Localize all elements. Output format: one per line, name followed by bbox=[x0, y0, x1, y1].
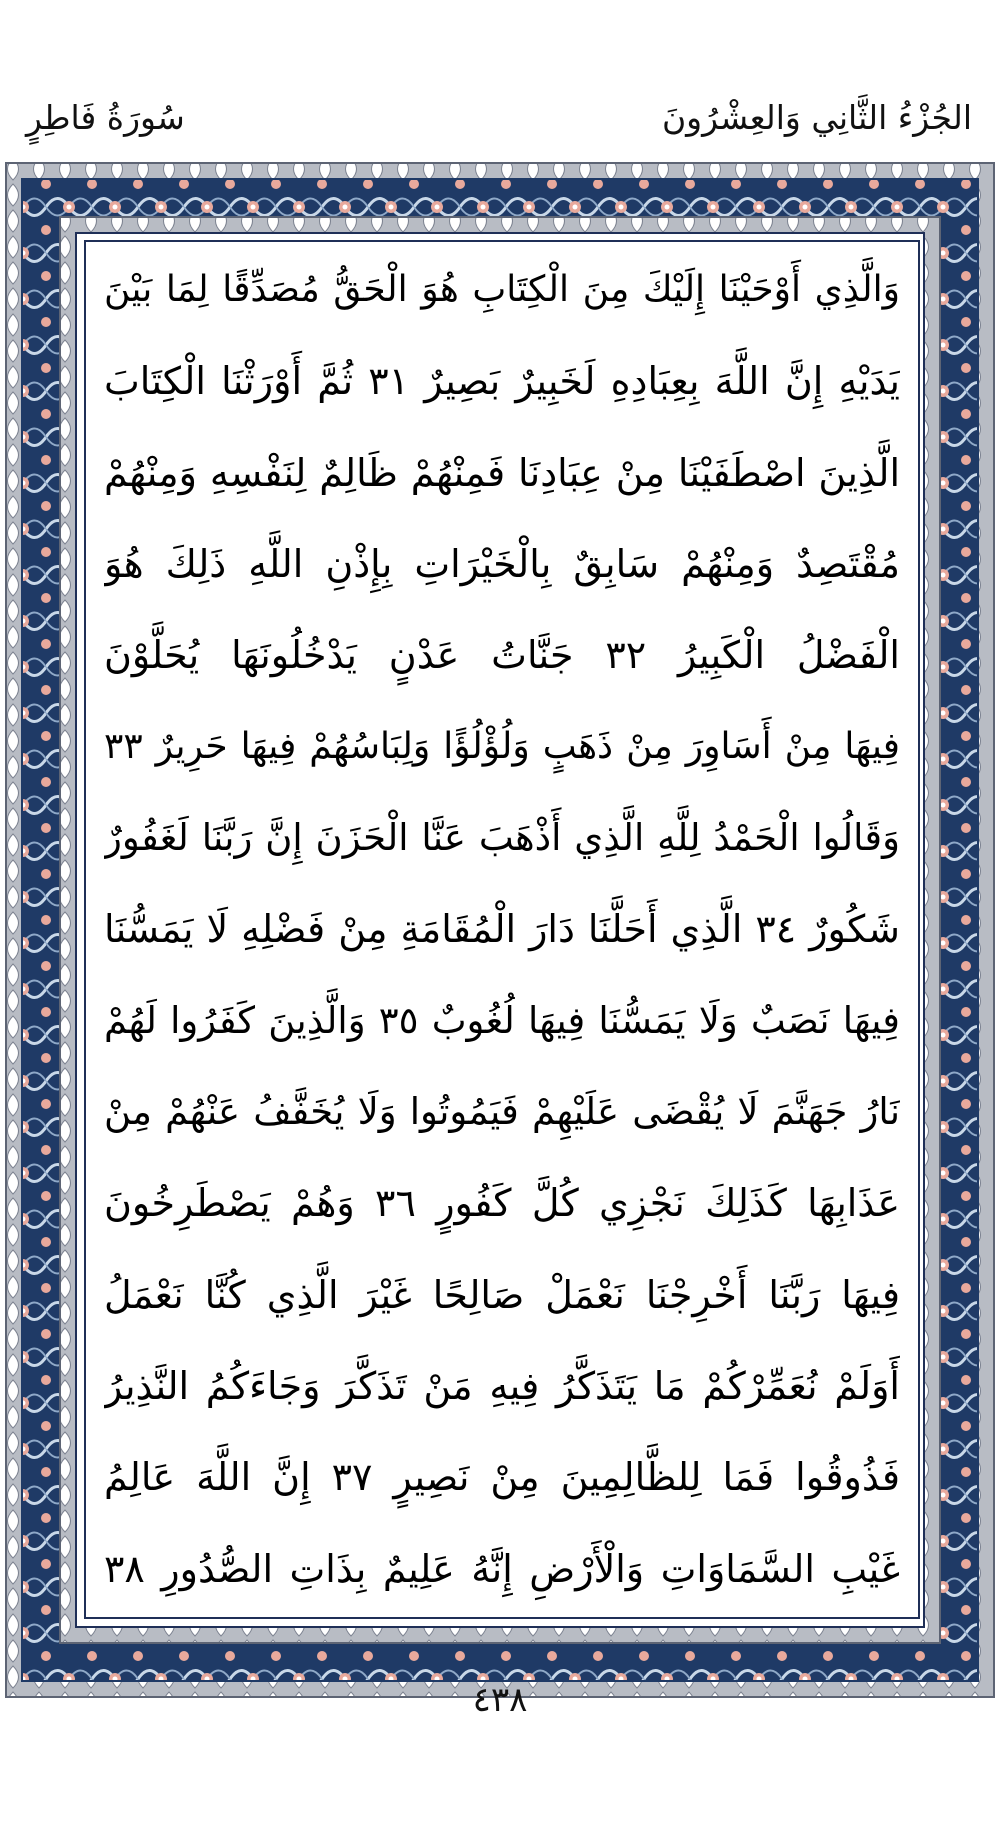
verse-line: غَيْبِ السَّمَاوَاتِ وَالْأَرْضِ إِنَّهُ عَلِيمٌ بِذَاتِ الصُّدُورِ ٣٨ bbox=[104, 1546, 900, 1591]
verse-line: شَكُورٌ ٣٤ الَّذِي أَحَلَّنَا دَارَ الْمُقَامَةِ مِنْ فَضْلِهِ لَا يَمَسُّنَا bbox=[104, 907, 900, 952]
verse-line: فَذُوقُوا فَمَا لِلظَّالِمِينَ مِنْ نَصِيرٍ ٣٧ إِنَّ اللَّهَ عَالِمُ bbox=[104, 1455, 900, 1500]
verse-line: فِيهَا مِنْ أَسَاوِرَ مِنْ ذَهَبٍ وَلُؤْلُؤًا وَلِبَاسُهُمْ فِيهَا حَرِيرٌ ٣٣ bbox=[104, 725, 900, 767]
surah-name: سُورَةُ فَاطِرٍ bbox=[26, 98, 185, 137]
verse-line: الْفَضْلُ الْكَبِيرُ ٣٢ جَنَّاتُ عَدْنٍ يَدْخُلُونَهَا يُحَلَّوْنَ bbox=[104, 633, 900, 678]
verse-line: نَارُ جَهَنَّمَ لَا يُقْضَى عَلَيْهِمْ فَيَمُوتُوا وَلَا يُخَفَّفُ عَنْهُمْ مِنْ bbox=[104, 1090, 900, 1134]
verse-line: الَّذِينَ اصْطَفَيْنَا مِنْ عِبَادِنَا فَمِنْهُمْ ظَالِمٌ لِنَفْسِهِ وَمِنْهُمْ bbox=[104, 450, 900, 495]
verse-line: أَوَلَمْ نُعَمِّرْكُمْ مَا يَتَذَكَّرُ فِيهِ مَنْ تَذَكَّرَ وَجَاءَكُمُ النَّذِيرُ bbox=[104, 1364, 900, 1409]
verse-lines bbox=[104, 254, 900, 1605]
verse-line: وَالَّذِي أَوْحَيْنَا إِلَيْكَ مِنَ الْكِتَابِ هُوَ الْحَقُّ مُصَدِّقًا لِمَا بَيْنَ bbox=[104, 269, 900, 310]
verse-line: مُقْتَصِدٌ وَمِنْهُمْ سَابِقٌ بِالْخَيْرَاتِ بِإِذْنِ اللَّهِ ذَلِكَ هُوَ bbox=[104, 542, 900, 587]
verse-line: وَقَالُوا الْحَمْدُ لِلَّهِ الَّذِي أَذْهَبَ عَنَّا الْحَزَنَ إِنَّ رَبَّنَا لَغَفُورٌ bbox=[104, 816, 900, 860]
page-number: ٤٣٨ bbox=[472, 1680, 528, 1720]
verse-line: فِيهَا رَبَّنَا أَخْرِجْنَا نَعْمَلْ صَالِحًا غَيْرَ الَّذِي كُنَّا نَعْمَلُ bbox=[104, 1272, 900, 1317]
verse-panel bbox=[84, 240, 920, 1619]
verse-line: عَذَابِهَا كَذَلِكَ نَجْزِي كُلَّ كَفُورٍ ٣٦ وَهُمْ يَصْطَرِخُونَ bbox=[104, 1181, 900, 1226]
verse-line: يَدَيْهِ إِنَّ اللَّهَ بِعِبَادِهِ لَخَبِيرٌ بَصِيرٌ ٣١ ثُمَّ أَوْرَثْنَا الْكِتَابَ bbox=[104, 359, 900, 404]
juz-name: الجُزْءُ الثَّانِي وَالعِشْرُونَ bbox=[661, 98, 972, 137]
verse-line: فِيهَا نَصَبٌ وَلَا يَمَسُّنَا فِيهَا لُغُوبٌ ٣٥ وَالَّذِينَ كَفَرُوا لَهُمْ bbox=[104, 998, 900, 1042]
